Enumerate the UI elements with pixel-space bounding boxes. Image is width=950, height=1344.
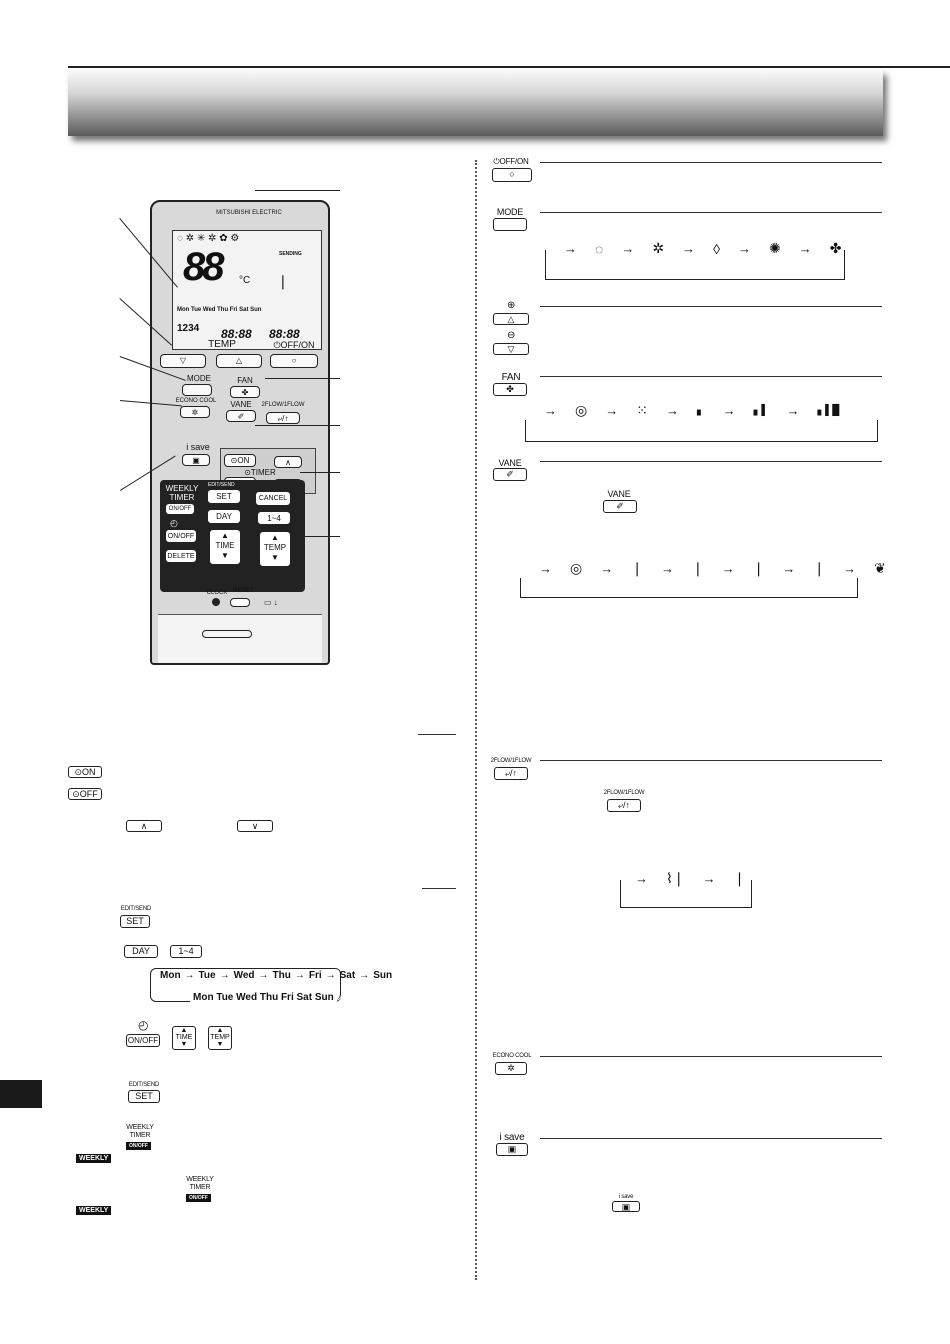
timer-down-button-icon: ∨ — [237, 820, 273, 832]
timer-up-button[interactable]: ∧ — [274, 456, 302, 468]
reset-pinhole[interactable] — [230, 598, 250, 607]
cool-mode-icon: ✲ — [652, 240, 665, 256]
section-rule — [418, 734, 456, 735]
sending-indicator: SENDING — [279, 251, 302, 257]
time-button[interactable]: ▲ TIME ▼ — [210, 530, 240, 564]
fan-cycle-sequence: → ◎ → ⁙ → ▖ → ▖▌ → ▖▌█ — [544, 402, 840, 418]
minus-icon: ⊖ — [507, 330, 516, 341]
temperature-digits: 88 — [183, 245, 222, 289]
section-rule — [540, 162, 882, 163]
clock-pinhole[interactable] — [212, 598, 220, 606]
clock-onoff-button-icon: ON/OFF — [127, 1036, 159, 1045]
fan-speed-3-icon: ▖▌█ — [817, 405, 840, 416]
cancel-button[interactable]: CANCEL — [256, 492, 290, 505]
plus-icon: ⊕ — [507, 300, 516, 311]
editsend-label: EDIT/SEND — [208, 482, 235, 488]
flow-button-icon: ⤶/↑ — [494, 767, 528, 780]
weekly-timer-panel — [160, 480, 305, 592]
auto-vane-icon: ◎ — [570, 560, 583, 576]
vane-label: VANE — [230, 400, 252, 409]
mode-icons: ◌ ✲ ✳ ✲ ✿ ⚙ — [177, 233, 240, 244]
leader-line — [290, 536, 340, 537]
econo-button-icon: ✲ — [495, 1062, 527, 1075]
clock-icon: ◴ — [170, 518, 178, 528]
off-time-digits: 88:88 — [269, 327, 300, 341]
econo-cool-button[interactable]: ✲ — [180, 406, 210, 418]
auto-mode-icon: ◌ — [595, 240, 604, 257]
vane-indicator-icon: ❘ — [277, 273, 289, 289]
program-number-button-icon: 1~4 — [170, 945, 202, 958]
isave-caption-inline: i save — [618, 1194, 634, 1200]
offon-button-icon: ○ — [492, 168, 532, 182]
weekly-timer-caption-2: WEEKLY TIMER — [186, 1176, 214, 1191]
brand-logo: MITSUBISHI ELECTRIC — [216, 210, 282, 216]
isave-button-icon: ▣ — [496, 1143, 528, 1156]
offon-button[interactable]: ○ — [270, 354, 318, 368]
weekly-onoff-button[interactable]: ON/OFF — [166, 504, 194, 514]
heat-mode-icon: ✺ — [768, 240, 781, 256]
timer-on-button[interactable]: ⊙ON — [224, 454, 256, 467]
day-button-icon: DAY — [124, 945, 158, 958]
isave-button-icon-inline: ▣ — [612, 1201, 640, 1212]
weekly-timer-label: WEEKLY TIMER — [165, 484, 199, 502]
offon-caption: ⏻OFF/ON — [493, 157, 529, 166]
vane-cycle-sequence: → ◎ → ❘ → ❘ → ❘ → ❘ → ❦ — [539, 560, 886, 576]
temp-down-button[interactable]: ▽ — [160, 354, 206, 368]
mode-button-icon — [493, 218, 527, 231]
temp-down-button-icon: ▽ — [493, 343, 529, 355]
weekly-onoff-icon-2: ON/OFF — [186, 1194, 211, 1202]
set-button[interactable]: SET — [208, 490, 240, 503]
vane-pos-1-icon: ❘ — [631, 560, 643, 576]
flow-cycle-sequence: → ⌇❘ → ❘ — [635, 870, 746, 886]
on-time-digits: 88:88 — [221, 327, 252, 341]
clock-icon: ◴ — [138, 1018, 149, 1032]
vane-swing-icon: ❦ — [874, 560, 886, 576]
remote-control-illustration — [150, 200, 330, 665]
fan-mode-icon: ✤ — [829, 240, 842, 256]
auto-fan-icon: ◎ — [575, 402, 588, 418]
vane-caption: VANE — [498, 458, 522, 468]
vane-cycle-box — [520, 578, 858, 598]
vane-pos-2-icon: ❘ — [691, 560, 704, 576]
fan-speed-1-icon: ▖ — [696, 405, 705, 416]
temp-button[interactable]: ▲ TEMP ▼ — [260, 532, 290, 566]
flow-caption: 2FLOW/1FLOW — [490, 758, 532, 764]
fan-caption: FAN — [501, 372, 521, 383]
mode-button[interactable] — [182, 384, 212, 396]
dry-mode-icon: ◊ — [713, 240, 720, 257]
mode-caption: MODE — [496, 207, 524, 217]
section-rule — [540, 1138, 882, 1139]
flow-caption-inline: 2FLOW/1FLOW — [603, 790, 645, 796]
timer-on-button-icon: ⊙ON — [68, 766, 102, 778]
vane-button-icon-inline: ✐ — [603, 500, 637, 513]
mode-cycle-sequence: → ◌ → ✲ → ◊ → ✺ → ✤ — [564, 240, 842, 257]
offon-label: ⏻OFF/ON — [273, 340, 315, 350]
fan-cycle-box — [525, 420, 878, 442]
reset-label: RESET — [232, 588, 253, 594]
fan-button[interactable]: ✤ — [230, 386, 260, 398]
timer-off-button-icon: ⊙OFF — [68, 788, 102, 800]
section-rule — [540, 306, 882, 307]
temp-up-button[interactable]: △ — [216, 354, 262, 368]
clock-label: CLOCK — [206, 590, 228, 596]
set-button-icon: SET — [120, 915, 150, 928]
delete-button[interactable]: DELETE — [166, 550, 196, 562]
leader-line — [265, 378, 340, 379]
cover-slot — [202, 630, 252, 638]
vane-button[interactable]: ✐ — [226, 410, 256, 422]
fan-label: FAN — [237, 376, 253, 385]
isave-caption: i save — [499, 1132, 525, 1143]
battery-icon: ▭ ↓ — [264, 598, 278, 607]
weekly-onoff-icon: ON/OFF — [126, 1142, 151, 1150]
day-button[interactable]: DAY — [208, 510, 240, 523]
flow-label: 2FLOW/1FLOW — [261, 402, 305, 408]
section-rule — [540, 212, 882, 213]
program-number-button[interactable]: 1~4 — [258, 512, 290, 524]
fan-button-icon: ✤ — [493, 383, 527, 396]
leader-line — [255, 425, 340, 426]
section-rule — [540, 376, 882, 377]
vane-pos-4-icon: ❘ — [813, 560, 826, 576]
fan-speed-2-icon: ▖▌ — [753, 405, 769, 416]
vane-caption-inline: VANE — [607, 489, 631, 499]
section-rule — [540, 760, 882, 761]
econo-caption: ECONO COOL — [492, 1053, 532, 1059]
timer-up-button-icon: ∧ — [126, 820, 162, 832]
econo-cool-label: ECONO COOL — [175, 398, 217, 404]
editsend-caption: EDIT/SEND — [120, 906, 152, 912]
timer-label: ⊙TIMER — [244, 468, 276, 477]
weekly-timer-caption: WEEKLY TIMER — [126, 1124, 154, 1139]
side-tab-marker — [0, 1080, 42, 1108]
leader-line — [300, 472, 340, 473]
leader-line — [255, 190, 340, 191]
quiet-fan-icon: ⁙ — [636, 402, 648, 418]
flow-button[interactable]: ⤶/↑ — [266, 412, 300, 424]
section-rule — [540, 1056, 882, 1057]
weekly-badge: WEEKLY — [76, 1154, 111, 1163]
temp-button-icon: ▲ TEMP ▼ — [208, 1026, 232, 1050]
set-button-icon-2: SET — [128, 1090, 160, 1103]
flow-button-icon-inline: ⤶/↑ — [607, 799, 641, 812]
temp-label: TEMP — [208, 339, 236, 350]
editsend-caption-2: EDIT/SEND — [128, 1082, 160, 1088]
all-days-label: Mon Tue Wed Thu Fri Sat Sun — [190, 992, 337, 1003]
vane-pos-3-icon: ❘ — [752, 560, 765, 576]
column-divider — [475, 160, 477, 1280]
section-header-banner — [68, 70, 883, 136]
isave-label: i save — [186, 442, 210, 452]
unit-celsius: °C — [239, 275, 251, 286]
section-rule — [540, 461, 882, 462]
two-flow-icon: ⌇❘ — [666, 870, 685, 886]
days-indicator: Mon Tue Wed Thu Fri Sat Sun — [177, 307, 262, 313]
clock-onoff-button[interactable]: ON/OFF — [166, 530, 196, 542]
battery-cover — [158, 614, 322, 663]
weekly-badge-2: WEEKLY — [76, 1206, 111, 1215]
time-button-icon: ▲ TIME ▼ — [172, 1026, 196, 1050]
one-flow-icon: ❘ — [733, 870, 746, 886]
program-numbers: 1234 — [177, 323, 200, 334]
temp-up-button-icon: △ — [493, 313, 529, 325]
top-rule — [68, 66, 950, 68]
mode-label: MODE — [187, 374, 211, 383]
lcd-display — [172, 230, 322, 350]
vane-button-icon: ✐ — [493, 468, 527, 481]
day-sequence: Mon → Tue → Wed → Thu → Fri → Sat → Sun — [160, 970, 393, 981]
isave-button[interactable]: ▣ — [182, 454, 210, 466]
section-rule — [422, 888, 456, 889]
